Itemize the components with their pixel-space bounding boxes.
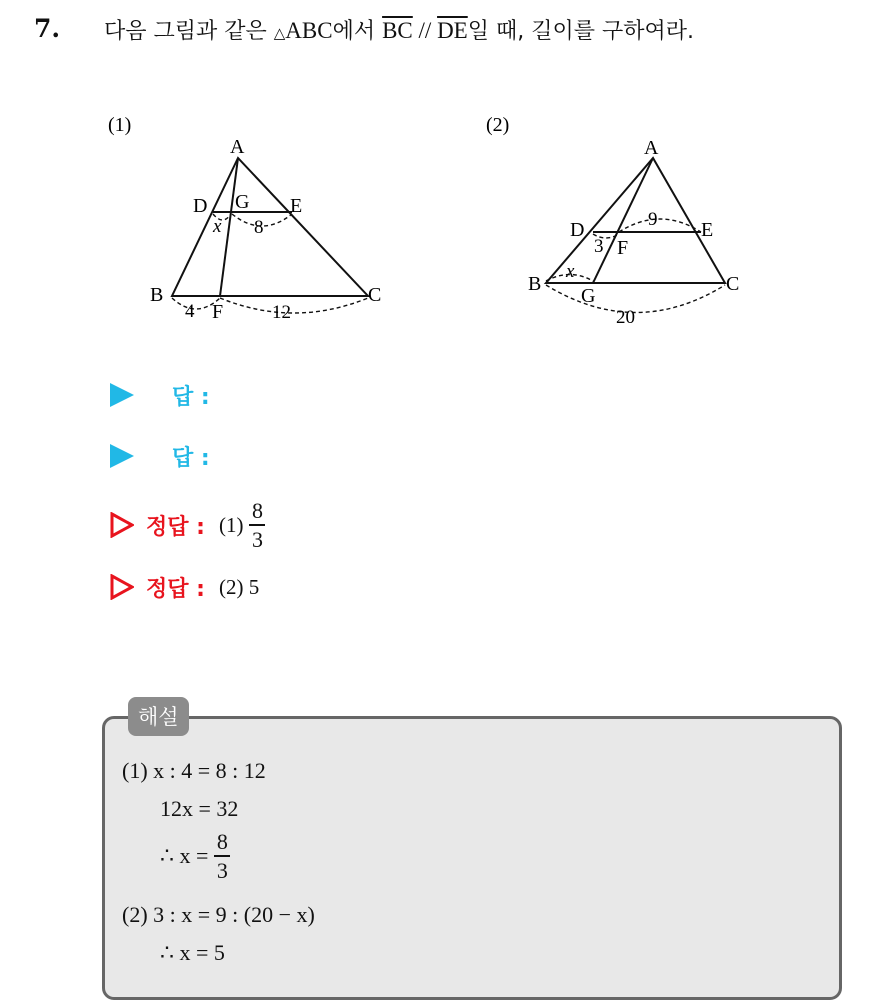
fraction-numerator: 8 bbox=[251, 498, 263, 524]
segment-ag-line bbox=[593, 158, 653, 283]
figure-2 bbox=[480, 108, 780, 342]
answer-row-2 bbox=[110, 441, 210, 471]
point-e-2: E bbox=[701, 219, 714, 241]
label-x-2: x bbox=[566, 261, 575, 282]
fraction-bar bbox=[249, 524, 265, 526]
point-a: A bbox=[230, 136, 245, 158]
segment-bc: $\overline{BC}$ bbox=[382, 18, 413, 43]
play-arrow-icon bbox=[110, 383, 134, 407]
triangle-symbol: △ bbox=[273, 24, 286, 42]
arc-bc bbox=[546, 285, 725, 313]
label-bf-length: 4 bbox=[185, 301, 195, 322]
triangle-name: ABC bbox=[285, 18, 333, 43]
parallel-symbol: // bbox=[412, 18, 438, 43]
label-x: x bbox=[213, 216, 222, 237]
answer-label-2: 답 : bbox=[172, 445, 210, 471]
answer-label-1: 답 : bbox=[172, 384, 210, 410]
correct-answer-row-1 bbox=[110, 497, 265, 553]
point-c: C bbox=[368, 284, 382, 306]
solution-line-1: (1) x : 4 = 8 : 12 bbox=[122, 758, 266, 783]
point-c-2: C bbox=[726, 273, 740, 295]
solution-line-4: (2) 3 : x = 9 : (20 − x) bbox=[122, 902, 315, 927]
play-arrow-icon bbox=[110, 444, 134, 468]
point-d: D bbox=[193, 195, 208, 217]
fraction-numerator: 8 bbox=[216, 829, 228, 854]
figure-1 bbox=[100, 108, 400, 332]
correct-answer-fraction-1 bbox=[249, 499, 265, 551]
correct-answer-value-2: (2) 5 bbox=[218, 574, 260, 599]
label-de-length: 8 bbox=[254, 217, 264, 238]
answer-row-1 bbox=[110, 380, 210, 410]
solution-line-3 bbox=[160, 830, 230, 882]
correct-answer-label-2: 정답 : bbox=[146, 576, 205, 602]
solution-fraction bbox=[214, 830, 230, 882]
correct-answer-prefix-1: (1) bbox=[218, 512, 244, 537]
figure-1-diagram bbox=[100, 108, 400, 328]
point-d-2: D bbox=[570, 219, 585, 241]
solution-line-2: 12x = 32 bbox=[160, 796, 239, 821]
label-fc-length: 12 bbox=[272, 302, 291, 323]
fraction-denominator: 3 bbox=[216, 857, 228, 883]
question-text-part3: 일 때, 길이를 구하여라. bbox=[467, 19, 694, 44]
outline-arrow-icon bbox=[110, 512, 134, 538]
figure-2-label: (2) bbox=[486, 114, 510, 136]
segment-de: $\overline{DE}$ bbox=[437, 18, 468, 43]
point-e: E bbox=[290, 195, 303, 217]
point-b-2: B bbox=[528, 273, 542, 295]
figure-1-label: (1) bbox=[108, 114, 132, 136]
fraction-bar bbox=[214, 855, 230, 857]
question-number: 7. bbox=[34, 14, 61, 43]
outline-arrow-icon bbox=[110, 574, 134, 600]
point-f: F bbox=[212, 301, 224, 323]
question-text bbox=[104, 14, 694, 45]
solution-tag: 해설 bbox=[128, 697, 189, 736]
point-g: G bbox=[235, 191, 250, 213]
label-bc-length: 20 bbox=[616, 307, 635, 328]
correct-answer-label-1: 정답 : bbox=[146, 514, 205, 540]
correct-answer-row-2 bbox=[110, 572, 259, 602]
point-b: B bbox=[150, 284, 164, 306]
arc-fc bbox=[220, 298, 368, 313]
point-a-2: A bbox=[644, 137, 659, 159]
label-fe-length: 9 bbox=[648, 209, 658, 230]
point-f-2: F bbox=[617, 237, 629, 259]
triangle-abc bbox=[172, 158, 368, 296]
solution-line-3-prefix: ∴ x = bbox=[160, 842, 209, 868]
solution-line-5: ∴ x = 5 bbox=[160, 940, 225, 965]
figure-2-diagram bbox=[480, 108, 780, 338]
question-text-part2: 에서 bbox=[332, 19, 383, 44]
label-df-length: 3 bbox=[594, 236, 604, 257]
question-text-part1: 다음 그림과 같은 bbox=[104, 19, 274, 44]
fraction-denominator: 3 bbox=[251, 526, 263, 552]
point-g-2: G bbox=[581, 285, 596, 307]
